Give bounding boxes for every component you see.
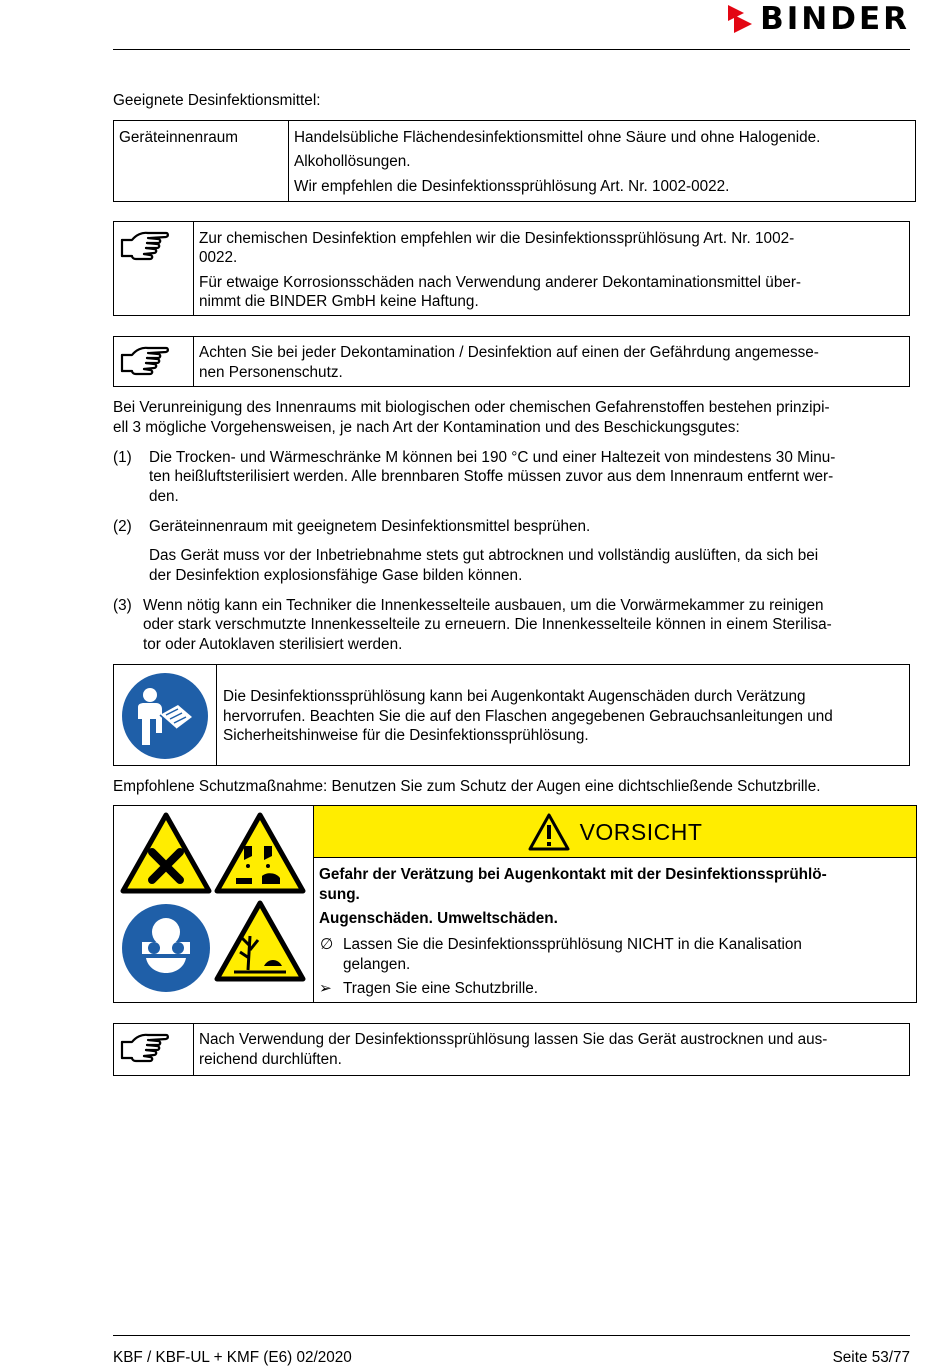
table-line: Alkohollösungen. [294, 153, 411, 170]
list-item-text: Die Trocken- und Wärmeschränke M können bei 190 °C und einer Haltezeit von mindestens 30 Minu- [149, 449, 836, 466]
list-item-text: Das Gerät muss vor der Inbetriebnahme stets gut abtrocknen und vollständig auslüften, da sich bei [149, 547, 819, 564]
note-text: Nach Verwendung der Desinfektionssprühlösung lassen Sie das Gerät austrocknen und aus- [199, 1031, 828, 1048]
pointing-hand-icon [120, 226, 170, 270]
list-item-text: Geräteinnenraum mit geeignetem Desinfektionsmittel besprühen. [149, 518, 591, 535]
caution-bullet: Lassen Sie die Desinfektionssprühlösung NICHT in die Kanalisation [343, 936, 802, 953]
note-text: 0022. [199, 249, 238, 266]
intro-text: Geeignete Desinfektionsmittel: [113, 92, 321, 109]
footer-doc-id: KBF / KBF-UL + KMF (E6) 02/2020 [113, 1349, 352, 1366]
footer-page-number: Seite 53/77 [832, 1349, 910, 1366]
eye-protection-icon [120, 902, 212, 994]
manual-note-box [113, 664, 910, 766]
header-rule [113, 49, 910, 50]
table-line: Handelsübliche Flächendesinfektionsmittel ohne Säure und ohne Halogenide. [294, 129, 821, 146]
note-text: hervorrufen. Beachten Sie die auf den Flaschen angegebenen Gebrauchsanleitungen und [223, 708, 833, 725]
caution-heading: Augenschäden. Umweltschäden. [319, 910, 558, 927]
pointing-hand-icon [120, 341, 170, 385]
pointing-hand-icon [120, 1028, 170, 1072]
list-item-text: der Desinfektion explosionsfähige Gase bilden können. [149, 567, 523, 584]
footer-rule [113, 1335, 910, 1336]
caution-bullet: gelangen. [343, 956, 411, 973]
caution-label: VORSICHT [579, 818, 703, 845]
body-text: Empfohlene Schutzmaßnahme: Benutzen Sie zum Schutz der Augen eine dichtschließende Schutzbrille. [113, 778, 821, 795]
read-manual-icon [120, 671, 210, 761]
brand-name: BINDER [760, 1, 910, 37]
list-item-text: ten heißluftsterilisiert werden. Alle brennbaren Stoffe müssen zuvor aus dem Innenraum entfernt wer- [149, 468, 834, 485]
table-line: Wir empfehlen die Desinfektionssprühlösung Art. Nr. 1002-0022. [294, 178, 730, 195]
caution-box [113, 805, 917, 1003]
note-box [113, 336, 910, 387]
list-item-text: tor oder Autoklaven sterilisiert werden. [143, 636, 403, 653]
binder-logo-icon [728, 5, 752, 33]
prohibition-icon: ∅ [320, 936, 334, 953]
caution-header [314, 806, 916, 858]
caution-heading: sung. [319, 886, 360, 903]
arrow-bullet-icon: ➢ [319, 980, 332, 997]
note-text: Die Desinfektionssprühlösung kann bei Augenkontakt Augenschäden durch Verätzung [223, 688, 806, 705]
note-text: Für etwaige Korrosionsschäden nach Verwendung anderer Dekontaminationsmittel über- [199, 274, 802, 291]
note-text: reichend durchlüften. [199, 1051, 342, 1068]
corrosive-hazard-icon [214, 812, 306, 894]
harmful-hazard-icon [120, 812, 212, 894]
list-number: (3) [113, 597, 132, 614]
note-box [113, 1023, 910, 1076]
body-text: Bei Verunreinigung des Innenraums mit biologischen oder chemischen Gefahrenstoffen bestehen prinzipi- [113, 399, 830, 416]
caution-bullet: Tragen Sie eine Schutzbrille. [343, 980, 538, 997]
note-box [113, 221, 910, 316]
note-text: nimmt die BINDER GmbH keine Haftung. [199, 293, 479, 310]
brand-logo [728, 2, 910, 36]
list-item-text: oder stark verschmutzte Innenkesselteile zu erneuern. Die Innenkesselteile können in einem Sterilisa- [143, 616, 832, 633]
list-item-text: den. [149, 488, 179, 505]
body-text: ell 3 mögliche Vorgehensweisen, je nach Art der Kontamination und des Beschickungsgutes: [113, 419, 740, 436]
list-number: (2) [113, 518, 132, 535]
note-text: Achten Sie bei jeder Dekontamination / Desinfektion auf einen der Gefährdung angemesse- [199, 344, 819, 361]
list-number: (1) [113, 449, 132, 466]
note-text: nen Personenschutz. [199, 364, 343, 381]
environment-hazard-icon [214, 900, 306, 982]
warning-triangle-icon [528, 813, 570, 851]
note-text: Sicherheitshinweise für die Desinfektionssprühlösung. [223, 727, 589, 744]
table-label: Geräteinnenraum [119, 129, 239, 146]
caution-heading: Gefahr der Verätzung bei Augenkontakt mit der Desinfektionssprühlö- [319, 866, 827, 883]
note-text: Zur chemischen Desinfektion empfehlen wir die Desinfektionssprühlösung Art. Nr. 1002- [199, 230, 795, 247]
disinfectant-table [113, 120, 916, 202]
list-item-text: Wenn nötig kann ein Techniker die Innenkesselteile ausbauen, um die Vorwärmekammer zu reinigen [143, 597, 824, 614]
